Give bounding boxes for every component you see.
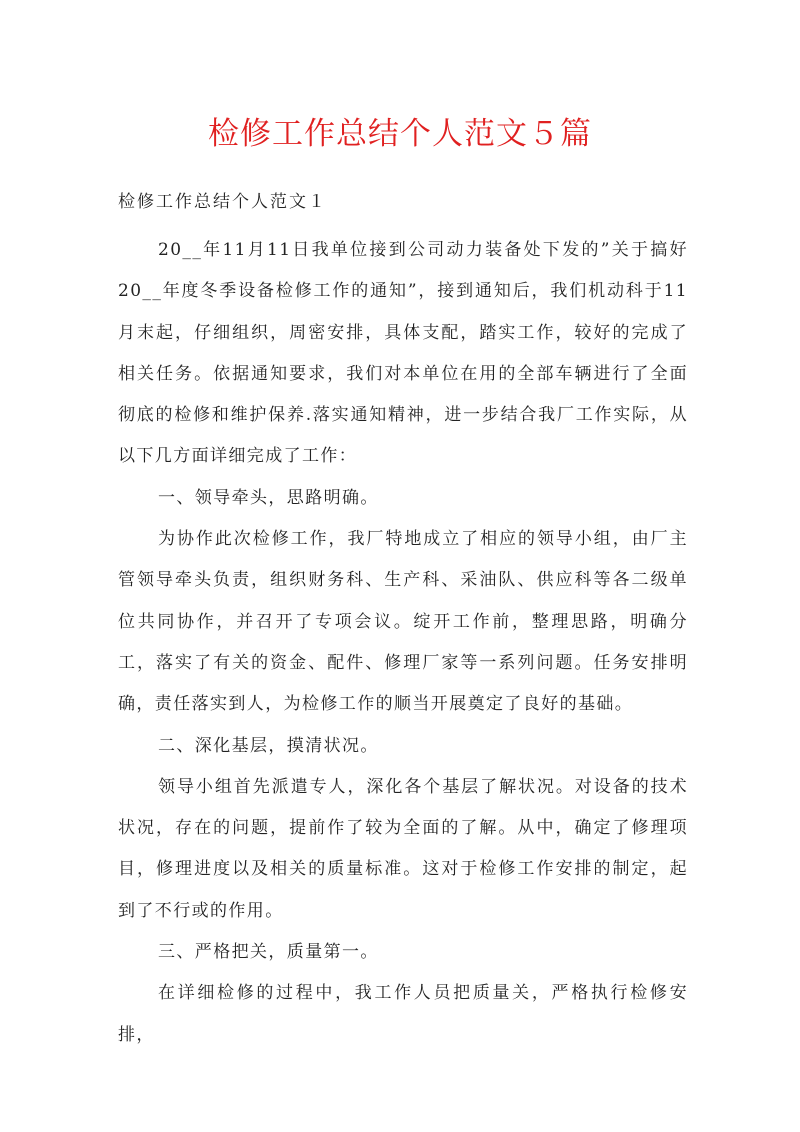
document-title: 检修工作总结个人范文５篇 [208, 116, 592, 152]
paragraph-heading-2: 二、深化基层，摸清状况。 [158, 735, 379, 756]
paragraph-investigation: 领导小组首先派遣专人，深化各个基层了解状况。对设备的技术状况，存在的问题，提前作了较为全面的了解。从中，确定了修理项目，修理进度以及相关的质量标准。这对于检修工作安排的制定，起到了不行或的作用。 [118, 776, 688, 921]
paragraph-leadership: 为协作此次检修工作，我厂特地成立了相应的领导小组，由厂主管领导牵头负责，组织财务科、生产科、采油队、供应科等各二级单位共同协作，并召开了专项会议。绽开工作前，整理思路，明确分工，落实了有关的资金、配件、修理厂家等一系列问题。任务安排明确，责任落实到人，为检修工作的顺当开展奠定了良好的基础。 [118, 529, 688, 715]
document-body [118, 230, 688, 1056]
paragraph-heading-1: 一、领导牵头，思路明确。 [158, 487, 379, 508]
paragraph-heading-3: 三、严格把关，质量第一。 [158, 942, 379, 963]
paragraph-quality: 在详细检修的过程中，我工作人员把质量关，严格执行检修安排， [118, 983, 688, 1045]
paragraph-intro: 20__年11月11日我单位接到公司动力装备处下发的”关于搞好20__年度冬季设备检修工作的通知”，接到通知后，我们机动科于11月末起，仔细组织，周密安排，具体支配，踏实工作，较好的完成了相关任务。依据通知要求，我们对本单位在用的全部车辆进行了全面彻底的检修和维护保养.落实通知精神，进一步结合我厂工作实际，从以下几方面详细完成了工作： [118, 240, 688, 467]
section-heading: 检修工作总结个人范文１ [118, 192, 327, 212]
